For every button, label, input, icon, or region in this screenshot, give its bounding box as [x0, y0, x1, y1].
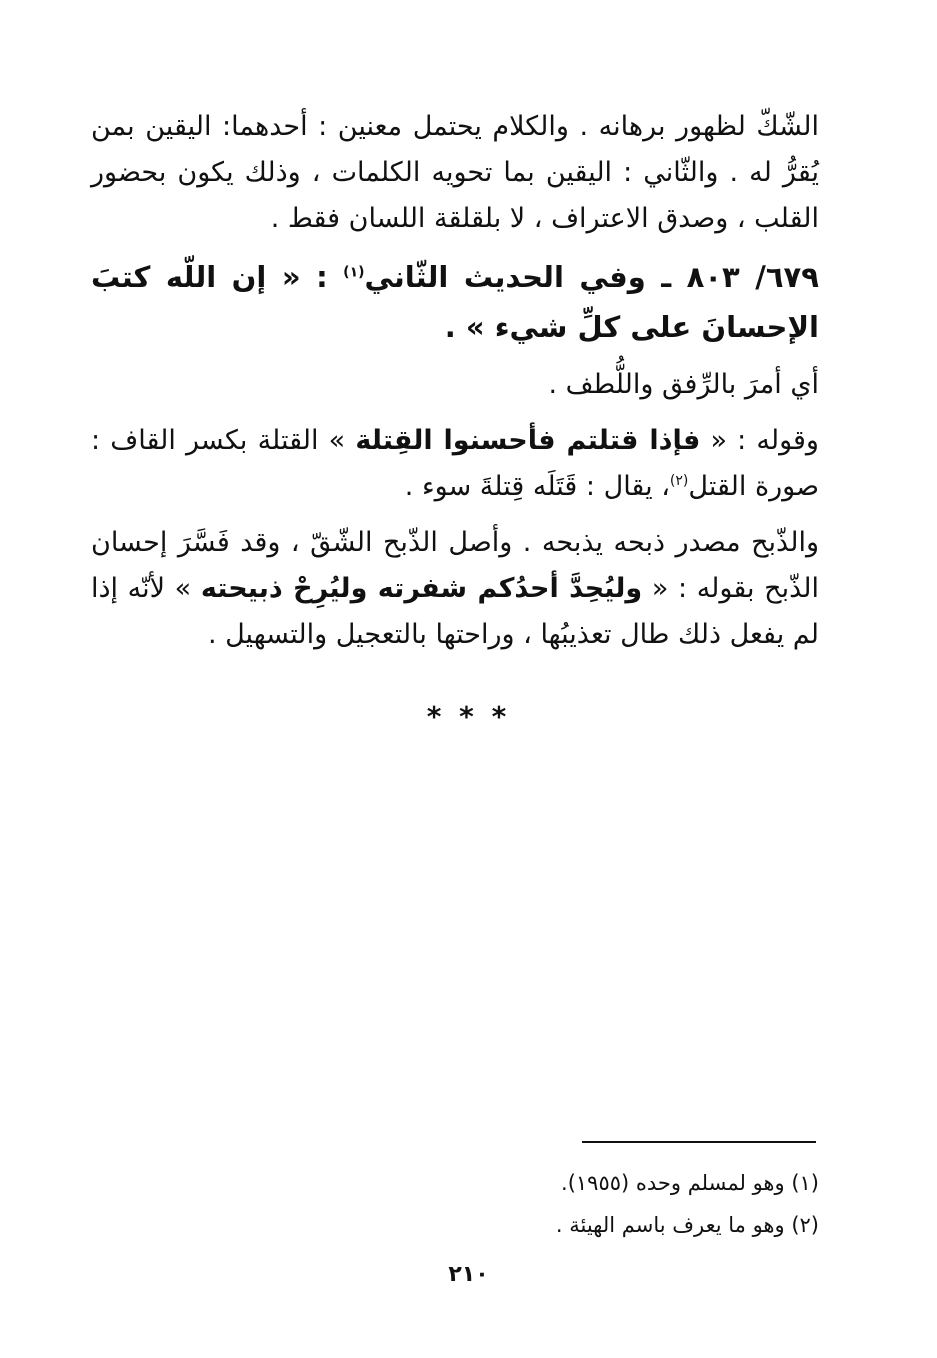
page-number: ٢١٠ — [448, 1262, 489, 1287]
footnote-ref-2: (٢) — [669, 473, 689, 489]
footnotes — [219, 1162, 819, 1246]
paragraph-4-tail: ، يقال : قَتَلَه قِتلةَ سوء . — [404, 471, 670, 502]
entry-text-after-note: : « إن اللّه كتبَ الإحسانَ على كلِّ شيء » . — [91, 260, 819, 344]
main-text — [91, 104, 819, 668]
section-separator: * * * — [426, 700, 511, 733]
hadith-entry — [91, 252, 819, 352]
paragraph-4-quote: فإذا قتلتم فأحسنوا القِتلة — [355, 425, 701, 456]
paragraph-3 — [91, 362, 819, 408]
paragraph-5-quote: وليُحِدَّ أحدُكم شفرته وليُرِحْ ذبيحته — [200, 573, 643, 604]
paragraph-1 — [91, 104, 819, 242]
paragraph-1-text: الشّكّ لظهور برهانه . والكلام يحتمل معنين : أحدهما: اليقين بمن يُقرُّ له . والثّاني : اليقين بما تحويه الكلمات ، وذلك يكون بحضور القلب ، وصدق الاعتراف ، لا بلقلقة اللسان فقط . — [91, 111, 819, 234]
paragraph-5 — [91, 520, 819, 658]
footnote-1: (١) وهو لمسلم وحده (١٩٥٥). — [561, 1171, 819, 1195]
paragraph-5-lead: والذّبح مصدر ذبحه يذبحه . وأصل الذّبح الشّقّ ، وقد فَسَّرَ إحسان الذّبح بقوله : « — [91, 527, 819, 604]
footnote-ref-1: (١) — [343, 264, 365, 281]
entry-text-before-note: ـ وفي الحديث الثّاني — [364, 260, 672, 294]
footnote-2: (٢) وهو ما يعرف باسم الهيئة . — [555, 1213, 819, 1237]
paragraph-5-tail: » لأنّه إذا لم يفعل ذلك طال تعذيبُها ، وراحتها بالتعجيل والتسهيل . — [91, 573, 819, 650]
entry-number: ٦٧٩/ ٨٠٣ — [686, 260, 819, 294]
paragraph-4-lead: وقوله : « — [710, 425, 819, 456]
paragraph-4 — [91, 418, 819, 510]
paragraph-4-explanation: » القتلة بكسر القاف : صورة القتل — [91, 425, 819, 502]
paragraph-3-text: أي أمرَ بالرِّفق واللُّطف . — [548, 369, 819, 400]
footnote-divider — [582, 1141, 816, 1143]
